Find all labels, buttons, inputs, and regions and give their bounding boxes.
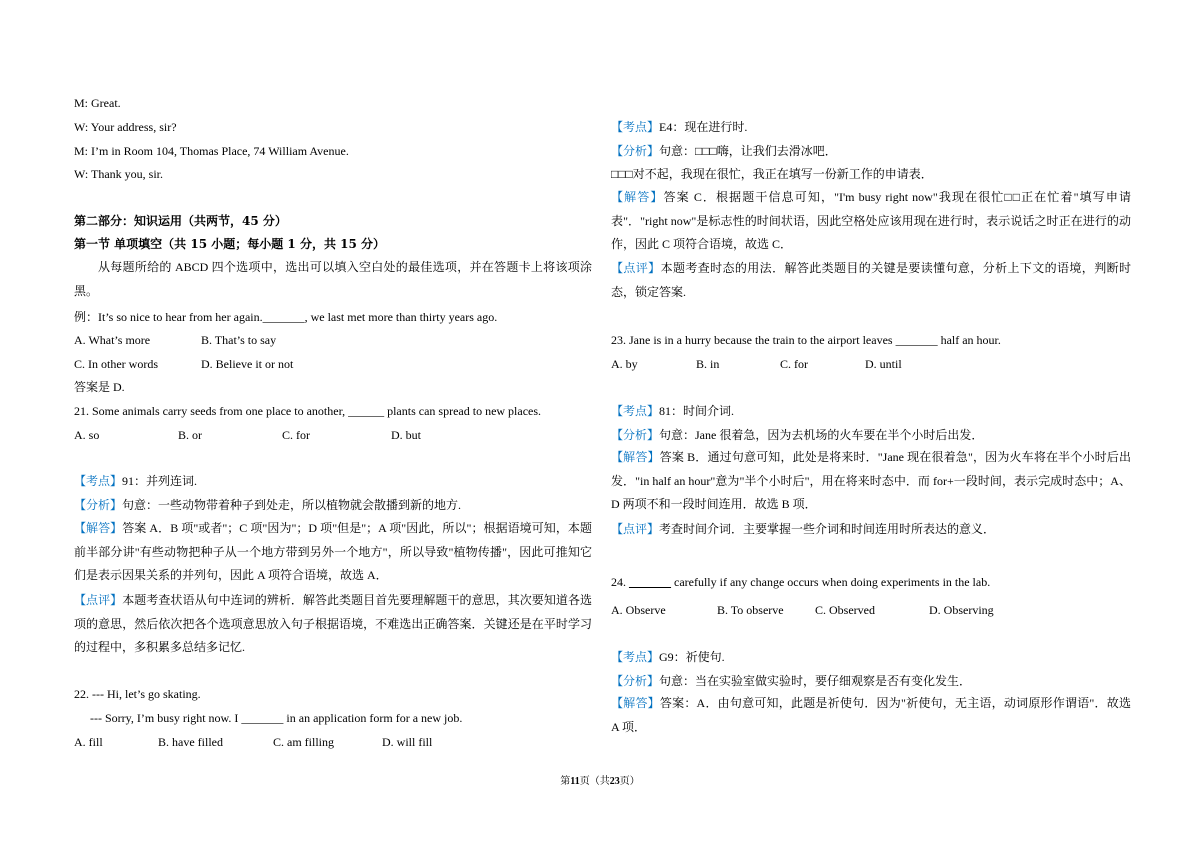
q23-question: 23. Jane is in a hurry because the train to the airport leaves _______ half an hour. [611,333,1001,347]
jieda-text: 答案：A．由句意可知，此题是祈使句．因为"祈使句，无主语，动词原形作谓语"．故选 A 项． [611,696,1131,734]
example-options-row1 [74,332,276,348]
option-d: D. Observing [929,603,994,617]
q24-jieda [611,692,1131,739]
question-text: carefully if any change occurs when doing experiments in the lab. [674,575,991,589]
q21-jieda [74,517,592,588]
q24-kaodian [611,649,725,665]
instructions: 从每题所给的 ABCD 四个选项中，选出可以填入空白处的最佳选项，并在答题卡上将该项涂黑。 [74,260,592,298]
dianping-tag: 【点评】 [74,593,123,607]
option-a: A. Observe [611,603,666,617]
kaodian-tag: 【考点】 [611,120,660,134]
dianping-text: 考查时间介词．主要掌握一些介词和时间连用时所表达的意义． [659,522,996,536]
dianping-text: 本题考查状语从句中连词的辨析．解答此类题目首先要理解题干的意思，其次要知道各选项的意思，然后依次把各个选项意思放入句子根据语境，不难选出正确答案．关键还是在平时学习的过程中，多积累多总结多记忆. [74,593,592,654]
fenxi-text: 句意：□□□嗨，让我们去滑冰吧． [659,144,837,158]
option-a: A. so [74,428,100,442]
page-footer [0,775,1200,789]
q23-dianping [611,521,995,537]
kaodian-text: G9：祈使句. [659,650,725,664]
option-a: A. by [611,357,638,371]
option-d: D. but [391,428,421,442]
q23-jieda [611,446,1131,517]
q21-question: 21. Some animals carry seeds from one place to another, ______ plants can spread to new places. [74,404,542,418]
example-answer: 答案是 D. [74,380,125,394]
fenxi-tag: 【分析】 [611,428,660,442]
kaodian-text: 81：时间介词. [659,404,735,418]
q22-dianping [611,257,1131,304]
dianping-tag: 【点评】 [611,261,661,275]
answer-blank: _______ [629,575,671,589]
fenxi-tag: 【分析】 [74,498,123,512]
option-d: D. until [865,357,902,371]
section1-heading: 第一节 单项填空（共 15 小题；每小题 1 分，共 15 分） [74,237,385,251]
option-b: B. To observe [717,603,784,617]
q21-dianping [74,589,592,660]
question-number: 24. [611,575,626,589]
fenxi-text: 句意：当在实验室做实验时，要仔细观察是否有变化发生． [659,674,972,688]
example-options-row2 [74,356,293,372]
option-b: B. have filled [158,735,223,749]
option-d: D. Believe it or not [201,357,294,371]
total-pages: 23 [609,776,620,787]
option-d: D. will fill [382,735,433,749]
dialog-line: M: Great. [74,96,121,110]
q22-options [74,734,432,750]
q23-fenxi [611,427,983,443]
jieda-text: 答案 A．B 项"或者"；C 项"因为"；D 项"但是"；A 项"因此，所以"；根据语境可知，本题前半部分讲"有些动物把种子从一个地方带到另外一个地方"，所以导致"植物传播"，因此可推知它们是表示因果关系的并列句，因此 A 项符合语境，故选 A． [74,521,592,582]
fenxi-text: 句意：Jane 很着急，因为去机场的火车要在半个小时后出发． [659,428,984,442]
part2-heading: 第二部分：知识运用（共两节，45 分） [74,214,287,228]
q22-fenxi [611,143,837,159]
q22-line2: --- Sorry, I’m busy right now. I _______ in an application form for a new job. [90,711,463,725]
option-c: C. In other words [74,357,158,371]
kaodian-tag: 【考点】 [611,404,660,418]
option-c: C. for [282,428,310,442]
jieda-text: 答案 B．通过句意可知，此处是将来时．"Jane 现在很着急"，因为火车将在半个小时后出发．"in half an hour"意为"半个小时后"，用在将来时态中．而 for+一段时间，表示完成时态中；A、D 两项不和一段时间连用．故选 B 项． [611,450,1131,511]
fenxi-tag: 【分析】 [611,674,660,688]
option-c: C. for [780,357,808,371]
q24-options [611,602,994,618]
q23-options [611,356,902,372]
dialog-line: W: Thank you, sir. [74,167,163,181]
q21-fenxi [74,497,461,513]
q24-fenxi [611,673,971,689]
jieda-text: 答案 C．根据题干信息可知，"I'm busy right now"我现在很忙□□正在忙着"填写申请表"．"right now"是标志性的时间状语，因此空格处应该用现在进行时，表示说话之时正在进行的动作，因此 C 项符合语境，故选 C． [611,190,1131,251]
q21-options [74,427,421,443]
option-b: B. That’s to say [201,333,277,347]
jieda-tag: 【解答】 [74,521,123,535]
jieda-tag: 【解答】 [611,190,664,204]
option-a: A. fill [74,735,103,749]
footer-suffix: 页） [619,776,640,787]
q22-fenxi-line2: □□□对不起，我现在很忙，我正在填写一份新工作的申请表． [611,167,933,181]
q23-kaodian [611,403,734,419]
example-question: 例：It’s so nice to hear from her again._______, we last met more than thirty years ago. [74,310,498,324]
q24-question [611,574,990,590]
dianping-tag: 【点评】 [611,522,660,536]
kaodian-tag: 【考点】 [74,474,123,488]
option-c: C. Observed [815,603,875,617]
jieda-tag: 【解答】 [611,696,660,710]
kaodian-text: E4：现在进行时. [659,120,748,134]
option-b: B. or [178,428,202,442]
dialog-line: M: I’m in Room 104, Thomas Place, 74 William Avenue. [74,144,349,158]
option-a: A. What’s more [74,333,151,347]
kaodian-text: 91：并列连词. [122,474,198,488]
q21-kaodian [74,473,197,489]
q22-jieda [611,186,1131,257]
q22-line1: 22. --- Hi, let’s go skating. [74,687,201,701]
kaodian-tag: 【考点】 [611,650,660,664]
footer-prefix: 第 [560,776,571,787]
page-number: 11 [570,776,580,787]
option-b: B. in [696,357,720,371]
dianping-text: 本题考查时态的用法．解答此类题目的关键是要读懂句意，分析上下文的语境，判断时态，锁定答案. [611,261,1131,299]
fenxi-text: 句意：一些动物带着种子到处走，所以植物就会散播到新的地方. [122,498,462,512]
dialog-line: W: Your address, sir? [74,120,177,134]
q22-kaodian [611,119,747,135]
option-c: C. am filling [273,735,334,749]
jieda-tag: 【解答】 [611,450,660,464]
footer-mid: 页（共 [579,776,610,787]
fenxi-tag: 【分析】 [611,144,660,158]
